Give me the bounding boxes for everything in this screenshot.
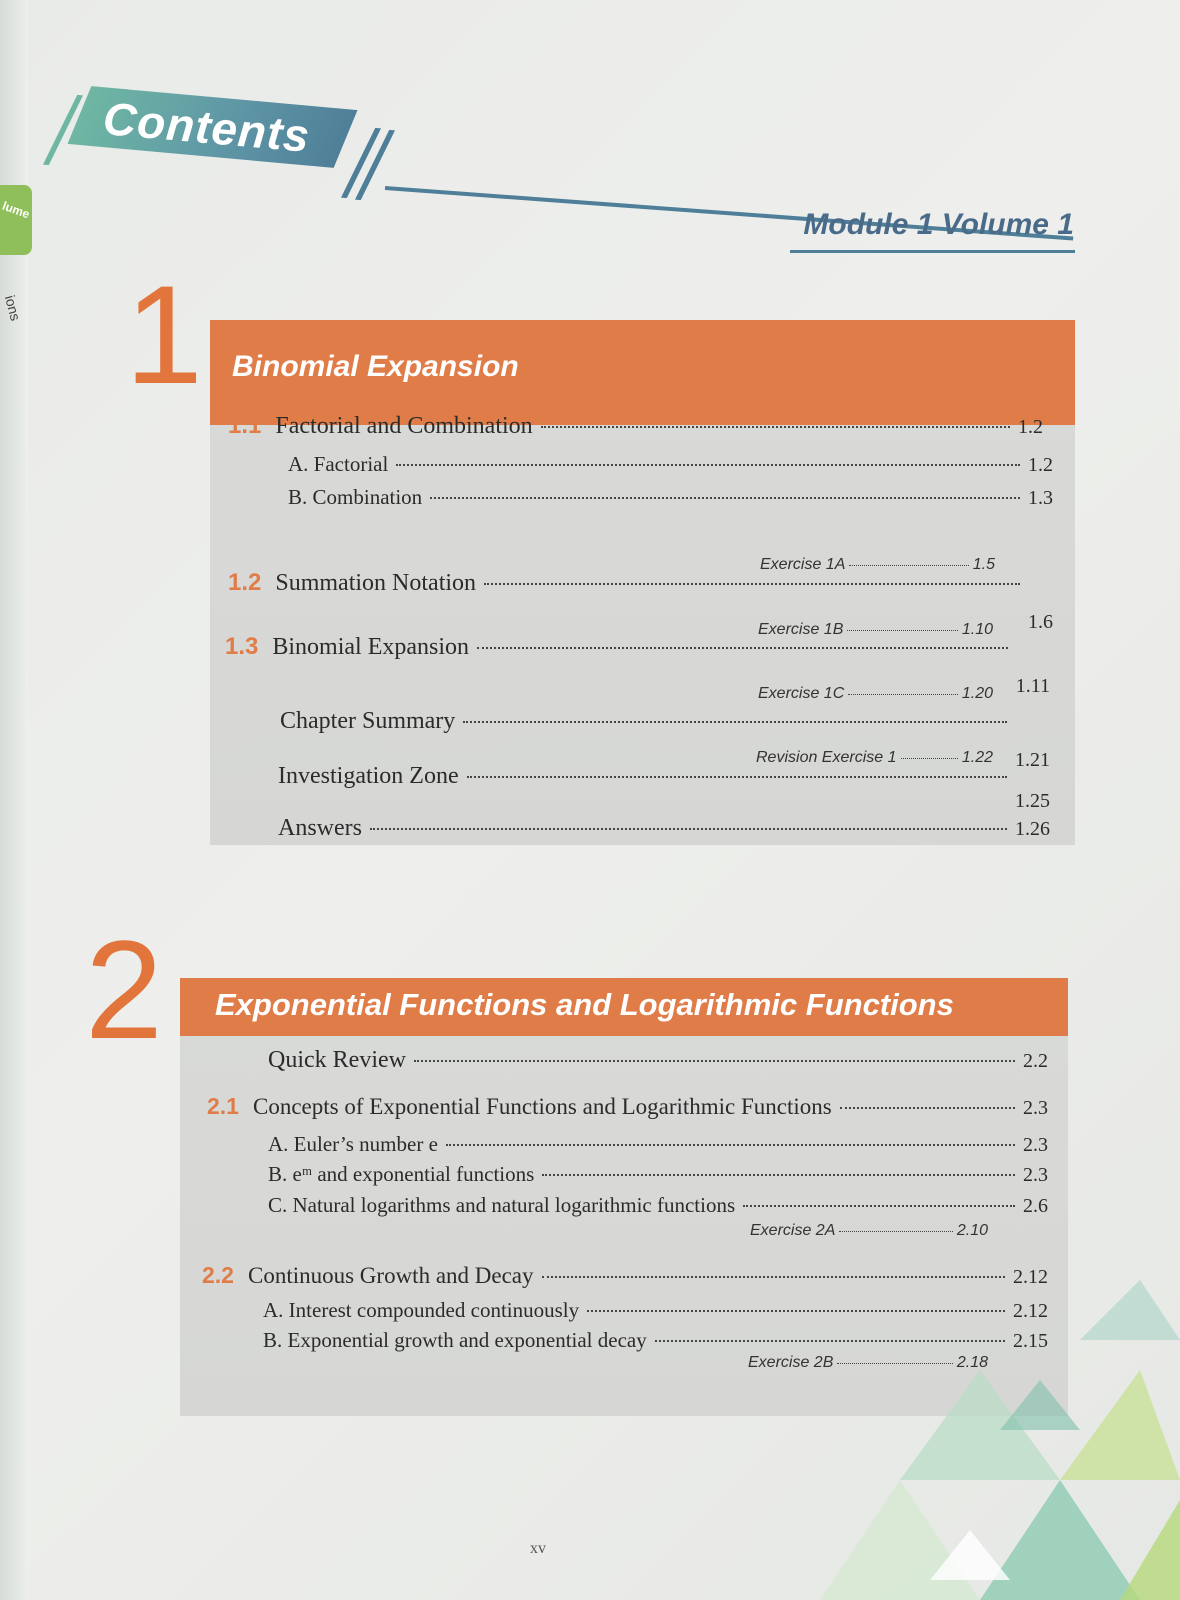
section-title: Summation Notation bbox=[275, 570, 477, 596]
page-ref: 1.26 bbox=[1015, 818, 1050, 840]
leader-dots bbox=[840, 1107, 1015, 1109]
leader-dots bbox=[414, 1060, 1015, 1062]
toc-subsection[interactable] bbox=[268, 1162, 1048, 1187]
side-tab bbox=[0, 185, 32, 255]
page-ref: 1.2 bbox=[1018, 416, 1043, 438]
section-number: 2.2 bbox=[202, 1262, 234, 1288]
section-number: 2.1 bbox=[207, 1093, 239, 1119]
toc-subsection[interactable] bbox=[288, 485, 1053, 510]
exercise-title: Exercise 1C bbox=[758, 685, 845, 702]
page-ref: 1.11 bbox=[1015, 675, 1050, 697]
leader-dots bbox=[541, 426, 1010, 428]
exercise-title: Exercise 2A bbox=[750, 1222, 836, 1239]
chapter-title: Exponential Functions and Logarithmic Functions bbox=[215, 987, 954, 1022]
sub-letter: A. bbox=[288, 452, 309, 476]
sub-title: Exponential growth and exponential decay bbox=[287, 1328, 647, 1352]
page-ref: 1.3 bbox=[1028, 487, 1053, 509]
section-title: Binomial Expansion bbox=[272, 634, 470, 660]
chapter-title: Binomial Expansion bbox=[232, 350, 519, 383]
sub-title: Combination bbox=[312, 485, 423, 509]
sub-title: Factorial bbox=[313, 452, 389, 476]
sub-letter: A. bbox=[268, 1132, 289, 1156]
chapter-title-bar bbox=[180, 978, 1068, 1036]
sub-title: eᵐ and exponential functions bbox=[292, 1162, 535, 1186]
leader-dots bbox=[430, 497, 1020, 499]
toc-exercise[interactable] bbox=[750, 1222, 988, 1240]
toc-section[interactable] bbox=[207, 1093, 1048, 1120]
toc-section[interactable] bbox=[268, 1047, 1048, 1074]
section-title: Continuous Growth and Decay bbox=[247, 1263, 534, 1288]
contents-title: Contents bbox=[101, 92, 313, 162]
page-ref: 2.3 bbox=[1023, 1164, 1048, 1186]
chapter-number: 2 bbox=[85, 911, 163, 1068]
section-title: Chapter Summary bbox=[280, 708, 456, 734]
page-ref: 2.18 bbox=[956, 1354, 988, 1371]
page-ref: 2.3 bbox=[1023, 1097, 1048, 1119]
page-ref: 1.6 bbox=[1028, 611, 1053, 633]
triangle-pattern-decoration bbox=[780, 1280, 1180, 1600]
side-text: ions bbox=[1, 293, 24, 323]
toc-section[interactable] bbox=[228, 412, 1043, 440]
page-ref: 2.12 bbox=[1013, 1300, 1048, 1322]
section-number: 1.1 bbox=[228, 412, 262, 439]
exercise-title: Exercise 1B bbox=[758, 621, 844, 638]
toc-section[interactable] bbox=[278, 755, 1050, 812]
page-ref: 2.2 bbox=[1023, 1050, 1048, 1072]
leader-dots bbox=[463, 721, 1007, 723]
toc-subsection[interactable] bbox=[268, 1193, 1048, 1218]
page-ref: 2.12 bbox=[1013, 1266, 1048, 1288]
toc-subsection[interactable] bbox=[268, 1132, 1048, 1157]
leader-dots bbox=[446, 1144, 1015, 1146]
sub-letter: B. bbox=[263, 1328, 283, 1352]
section-title: Answers bbox=[278, 815, 362, 841]
chapter-title-bar bbox=[210, 320, 1075, 425]
page-ref: 2.6 bbox=[1023, 1195, 1048, 1217]
page-ref: 1.20 bbox=[961, 685, 993, 702]
sub-letter: B. bbox=[268, 1162, 288, 1186]
sub-letter: A. bbox=[263, 1298, 284, 1322]
section-number: 1.3 bbox=[225, 633, 259, 660]
module-title: Module 1 Volume 1 bbox=[803, 208, 1074, 241]
section-title: Concepts of Exponential Functions and Logarithmic Functions bbox=[252, 1094, 832, 1119]
section-number: 1.2 bbox=[228, 569, 262, 596]
exercise-title: Exercise 2B bbox=[748, 1354, 834, 1371]
section-title: Investigation Zone bbox=[278, 763, 459, 789]
page-ref: 2.10 bbox=[956, 1222, 988, 1239]
toc-subsection[interactable] bbox=[288, 452, 1053, 477]
leader-dots bbox=[477, 647, 1008, 649]
sub-title: Natural logarithms and natural logarithmic functions bbox=[292, 1193, 736, 1217]
leader-dots bbox=[484, 583, 1020, 585]
leader-dots bbox=[370, 828, 1007, 830]
sub-letter: B. bbox=[288, 485, 308, 509]
sub-title: Interest compounded continuously bbox=[288, 1298, 580, 1322]
leader-dots bbox=[467, 776, 1007, 778]
sub-title: Euler’s number e bbox=[293, 1132, 438, 1156]
chapter-number: 1 bbox=[125, 256, 203, 413]
leader-dots bbox=[839, 1231, 952, 1232]
section-title: Factorial and Combination bbox=[275, 413, 533, 439]
exercise-title: Exercise 1A bbox=[760, 556, 846, 573]
page-ref: 2.15 bbox=[1013, 1330, 1048, 1352]
page-ref: 1.25 bbox=[1015, 790, 1050, 812]
leader-dots bbox=[542, 1276, 1005, 1278]
page-ref: 2.3 bbox=[1023, 1134, 1048, 1156]
page-ref: 1.21 bbox=[1015, 749, 1050, 771]
page-ref: 1.2 bbox=[1028, 454, 1053, 476]
page-ref: 1.5 bbox=[972, 556, 995, 573]
page-number: xv bbox=[530, 1540, 546, 1557]
exercise-title: Revision Exercise 1 bbox=[756, 749, 897, 766]
sub-letter: C. bbox=[268, 1193, 288, 1217]
section-title: Quick Review bbox=[268, 1047, 406, 1073]
toc-section[interactable] bbox=[278, 815, 1050, 842]
side-tab-label: lume bbox=[0, 198, 32, 222]
leader-dots bbox=[542, 1174, 1015, 1176]
page-ref: 1.22 bbox=[961, 749, 993, 766]
leader-dots bbox=[743, 1205, 1015, 1207]
module-rule bbox=[790, 250, 1075, 253]
page-ref: 1.10 bbox=[961, 621, 993, 638]
leader-dots bbox=[396, 464, 1020, 466]
